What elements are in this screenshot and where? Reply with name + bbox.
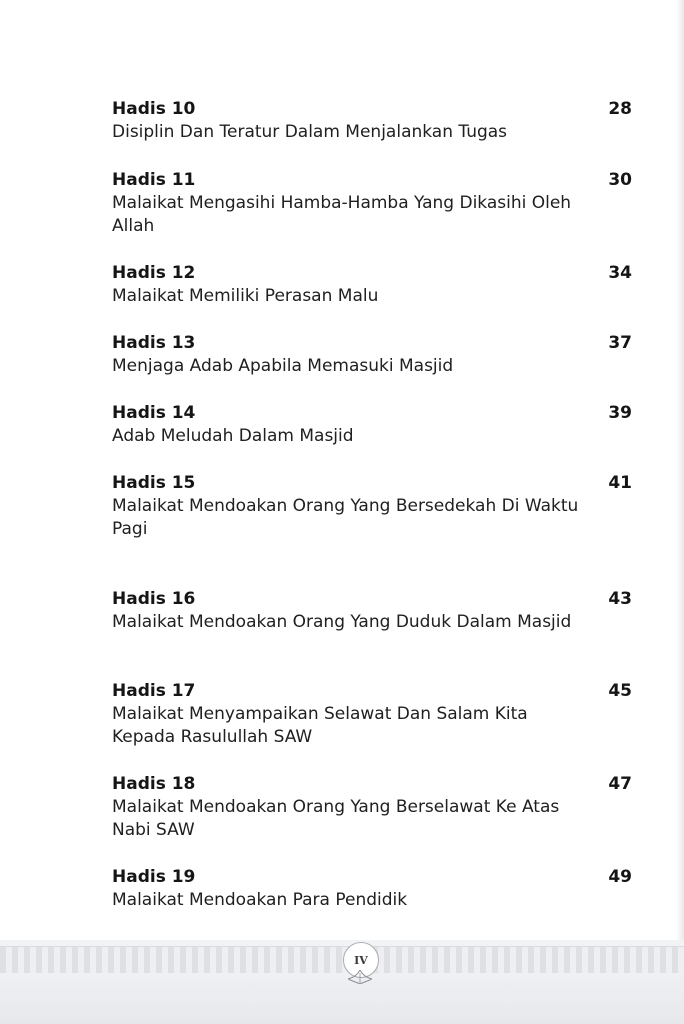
entry-page-number: 45 bbox=[608, 681, 632, 701]
entry-title: Hadis 18 bbox=[112, 774, 196, 794]
leaf-ornament-icon bbox=[348, 970, 372, 984]
entry-page-number: 37 bbox=[608, 333, 632, 353]
entry-title: Hadis 15 bbox=[112, 473, 196, 493]
toc-entry[interactable] bbox=[112, 679, 632, 749]
toc-entry[interactable] bbox=[112, 401, 632, 448]
entry-description: Malaikat Memiliki Perasan Malu bbox=[112, 286, 379, 306]
toc-entry[interactable] bbox=[112, 865, 632, 912]
entry-page-number: 39 bbox=[608, 403, 632, 423]
page-number: IV bbox=[354, 953, 368, 967]
entry-title: Hadis 17 bbox=[112, 681, 196, 701]
entry-title: Hadis 19 bbox=[112, 867, 196, 887]
entry-page-number: 34 bbox=[608, 263, 632, 283]
entry-page-number: 28 bbox=[608, 99, 632, 119]
entry-page-number: 30 bbox=[608, 170, 632, 190]
entry-title: Hadis 13 bbox=[112, 333, 196, 353]
entry-title: Hadis 10 bbox=[112, 99, 196, 119]
entry-description: Disiplin Dan Teratur Dalam Menjalankan Tugas bbox=[112, 122, 508, 142]
entry-description: Adab Meludah Dalam Masjid bbox=[112, 426, 354, 446]
entry-description: Malaikat Menyampaikan Selawat Dan Salam Kita Kepada Rasulullah SAW bbox=[112, 704, 528, 747]
entry-page-number: 49 bbox=[608, 867, 632, 887]
entry-title: Hadis 16 bbox=[112, 589, 196, 609]
footer-background bbox=[0, 973, 684, 1024]
entry-page-number: 47 bbox=[608, 774, 632, 794]
toc-entry[interactable] bbox=[112, 97, 632, 144]
entry-page-number: 43 bbox=[608, 589, 632, 609]
entry-description: Menjaga Adab Apabila Memasuki Masjid bbox=[112, 356, 454, 376]
entry-description: Malaikat Mendoakan Para Pendidik bbox=[112, 890, 408, 910]
toc-entry[interactable] bbox=[112, 261, 632, 308]
entry-title: Hadis 12 bbox=[112, 263, 196, 283]
decorative-border bbox=[0, 946, 684, 974]
toc-entry[interactable] bbox=[112, 471, 632, 541]
entry-description: Malaikat Mendoakan Orang Yang Bersedekah Di Waktu Pagi bbox=[112, 496, 579, 539]
toc-entry[interactable] bbox=[112, 331, 632, 378]
entry-title: Hadis 11 bbox=[112, 170, 196, 190]
entry-page-number: 41 bbox=[608, 473, 632, 493]
toc-entry[interactable] bbox=[112, 168, 632, 238]
toc-entry[interactable] bbox=[112, 772, 632, 842]
entry-description: Malaikat Mendoakan Orang Yang Berselawat Ke Atas Nabi SAW bbox=[112, 797, 560, 840]
entry-description: Malaikat Mendoakan Orang Yang Duduk Dalam Masjid bbox=[112, 612, 572, 632]
toc-entry[interactable] bbox=[112, 587, 632, 634]
entry-title: Hadis 14 bbox=[112, 403, 196, 423]
page-footer bbox=[0, 940, 684, 1024]
entry-description: Malaikat Mengasihi Hamba-Hamba Yang Dikasihi Oleh Allah bbox=[112, 193, 572, 236]
